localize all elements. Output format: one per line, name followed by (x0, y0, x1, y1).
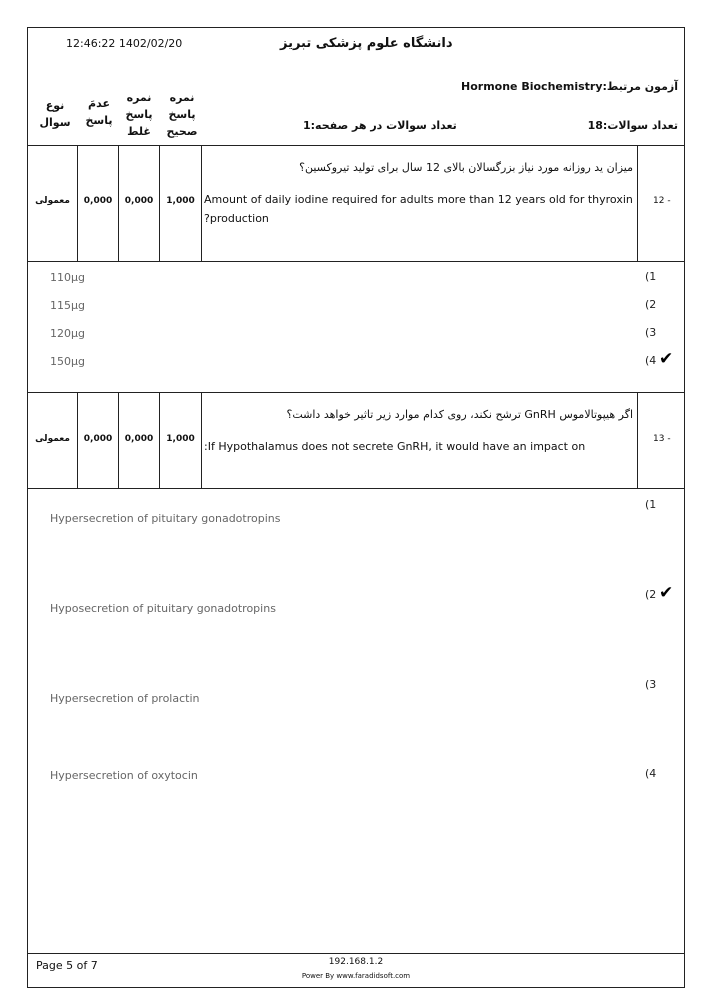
correct-score: 1,000 (166, 196, 195, 206)
column-divider (201, 145, 202, 262)
option-text: Hyposecretion of pituitary gonadotropins (50, 602, 276, 615)
column-divider (159, 392, 160, 489)
column-divider (201, 392, 202, 489)
option-number: (4 (645, 767, 657, 780)
question-text-en-cont: ?production (204, 212, 269, 225)
powered-by: Power By www.faradidsoft.com (301, 972, 411, 980)
option-text: 150μg (50, 355, 85, 368)
print-timestamp: 12:46:22 1402/02/20 (66, 37, 183, 50)
option-number: (3 (645, 678, 657, 691)
column-divider (637, 392, 638, 489)
page-indicator: Page 5 of 7 (36, 959, 98, 972)
question-text-en: :If Hypothalamus does not secrete GnRH, it would have an impact on (204, 440, 586, 453)
option-number: (1 (645, 270, 657, 283)
university-title: دانشگاه علوم پزشکی تبریز (280, 36, 453, 51)
col-header-correct-score: نمره پاسخ صحیح (166, 91, 198, 138)
column-divider (159, 145, 160, 262)
question-text-fa: اگر هیپوتالاموس GnRH ترشح نکند، روی کدام موارد زیر تاثیر خواهد داشت؟ (286, 408, 633, 421)
no-answer-score: 0,000 (83, 196, 113, 206)
option-number: (4 (645, 354, 657, 367)
option-number: (2 (645, 588, 657, 601)
column-divider (77, 392, 78, 489)
correct-check-icon: ✔ (659, 583, 674, 603)
option-text: Hypersecretion of oxytocin (50, 769, 198, 782)
col-header-no-answer: عدمَ پاسخ (85, 97, 113, 127)
option-number: (3 (645, 326, 657, 339)
option-text: 110μg (50, 271, 85, 284)
server-ip: 192.168.1.2 (328, 957, 384, 967)
column-divider (77, 145, 78, 262)
correct-check-icon: ✔ (659, 349, 674, 369)
col-header-question-type: نوع سوال (39, 99, 71, 129)
question-type: معمولی (35, 434, 70, 444)
question-text-en: Amount of daily iodine required for adults more than 12 years old for thyroxin (204, 193, 633, 206)
option-text: Hypersecretion of prolactin (50, 692, 200, 705)
question-count: تعداد سوالات:18 (587, 119, 678, 132)
exam-label: آزمون مرتبط: (602, 80, 678, 93)
column-divider (637, 145, 638, 262)
option-number: (1 (645, 498, 657, 511)
footer-divider (27, 953, 685, 954)
question-type: معمولی (35, 196, 70, 206)
question-number: 12 - (653, 196, 671, 206)
questions-per-page: تعداد سوالات در هر صفحه:1 (303, 119, 457, 132)
correct-score: 1,000 (166, 434, 195, 444)
col-header-wrong-score: نمره پاسخ غلط (125, 91, 153, 138)
column-divider (118, 392, 119, 489)
column-divider (118, 145, 119, 262)
question-number: 13 - (653, 434, 671, 444)
option-text: 120μg (50, 327, 85, 340)
option-text: 115μg (50, 299, 85, 312)
no-answer-score: 0,000 (83, 434, 113, 444)
question-text-fa: میزان ید روزانه مورد نیاز بزرگسالان بالای 12 سال برای تولید تیروکسین؟ (299, 161, 633, 174)
option-number: (2 (645, 298, 657, 311)
option-text: Hypersecretion of pituitary gonadotropins (50, 512, 281, 525)
wrong-score: 0,000 (124, 434, 154, 444)
wrong-score: 0,000 (124, 196, 154, 206)
exam-title (461, 80, 678, 93)
exam-name: Hormone Biochemistry (461, 80, 603, 93)
